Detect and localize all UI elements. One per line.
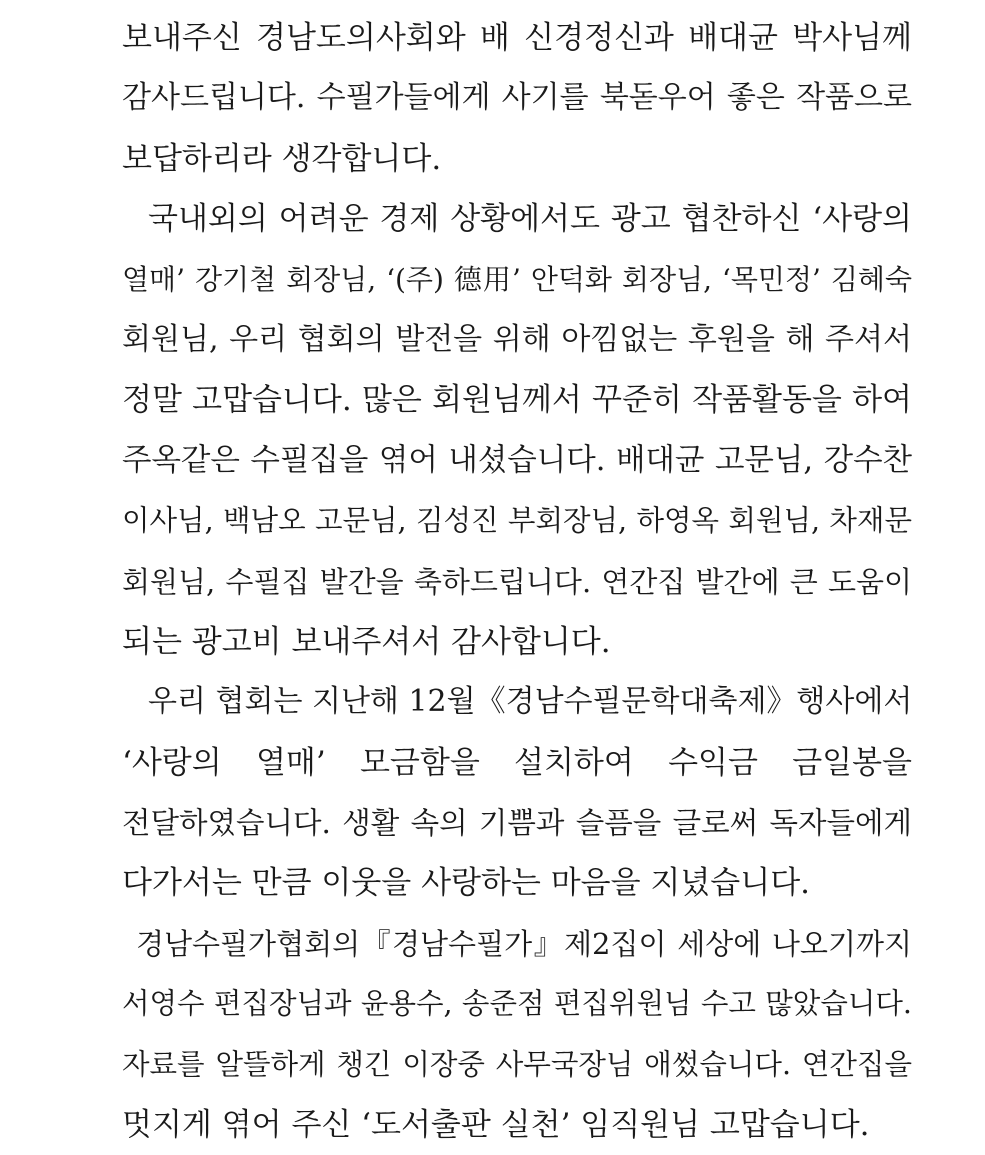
- paragraph-start-line: 국내외의 어려운 경제 상황에서도 광고 협찬하신 ‘사랑의: [148, 201, 912, 238]
- text-line: 이사님, 백남오 고문님, 김성진 부회장님, 하영옥 회원님, 차재문: [122, 504, 912, 538]
- text-line: 회원님, 우리 협회의 발전을 위해 아낌없는 후원을 해 주셔서: [122, 321, 912, 357]
- text-line: 자료를 알뜰하게 챙긴 이장중 사무국장님 애썼습니다. 연간집을: [122, 1047, 912, 1081]
- text-line: 되는 광고비 보내주셔서 감사합니다.: [122, 623, 611, 660]
- text-line: 감사드립니다. 수필가들에게 사기를 북돋우어 좋은 작품으로: [122, 80, 912, 116]
- text-line: 전달하였습니다. 생활 속의 기쁨과 슬픔을 글로써 독자들에게: [122, 806, 912, 841]
- text-line: 주옥같은 수필집을 엮어 내셨습니다. 배대균 고문님, 강수찬: [122, 442, 912, 478]
- text-line: 열매’ 강기철 회장님, ‘(주) 德用’ 안덕화 회장님, ‘목민정’ 김혜숙: [122, 262, 912, 296]
- text-line: 회원님, 수필집 발간을 축하드립니다. 연간집 발간에 큰 도움이: [122, 564, 912, 599]
- text-line: 보답하리라 생각합니다.: [122, 140, 442, 177]
- text-line: 다가서는 만큼 이웃을 사랑하는 마음을 지녔습니다.: [122, 865, 810, 902]
- text-line: 서영수 편집장님과 윤용수, 송준점 편집위원님 수고 많았습니다.: [122, 987, 912, 1021]
- text-line: 정말 고맙습니다. 많은 회원님께서 꾸준히 작품활동을 하여: [122, 382, 912, 419]
- body-text: [122, 8, 912, 1155]
- text-line: 보내주신 경남도의사회와 배 신경정신과 배대균 박사님께: [122, 20, 912, 56]
- paragraph-start-line: 경남수필가협회의『경남수필가』제2집이 세상에 나오기까지: [136, 926, 912, 961]
- paragraph-start-line: 우리 협회는 지난해 12월《경남수필문학대축제》행사에서: [148, 684, 913, 720]
- text-line: ‘사랑의 열매’ 모금함을 설치하여 수익금 금일봉을: [122, 744, 912, 781]
- text-line: 멋지게 엮어 주신 ‘도서출판 실천’ 임직원님 고맙습니다.: [122, 1107, 870, 1144]
